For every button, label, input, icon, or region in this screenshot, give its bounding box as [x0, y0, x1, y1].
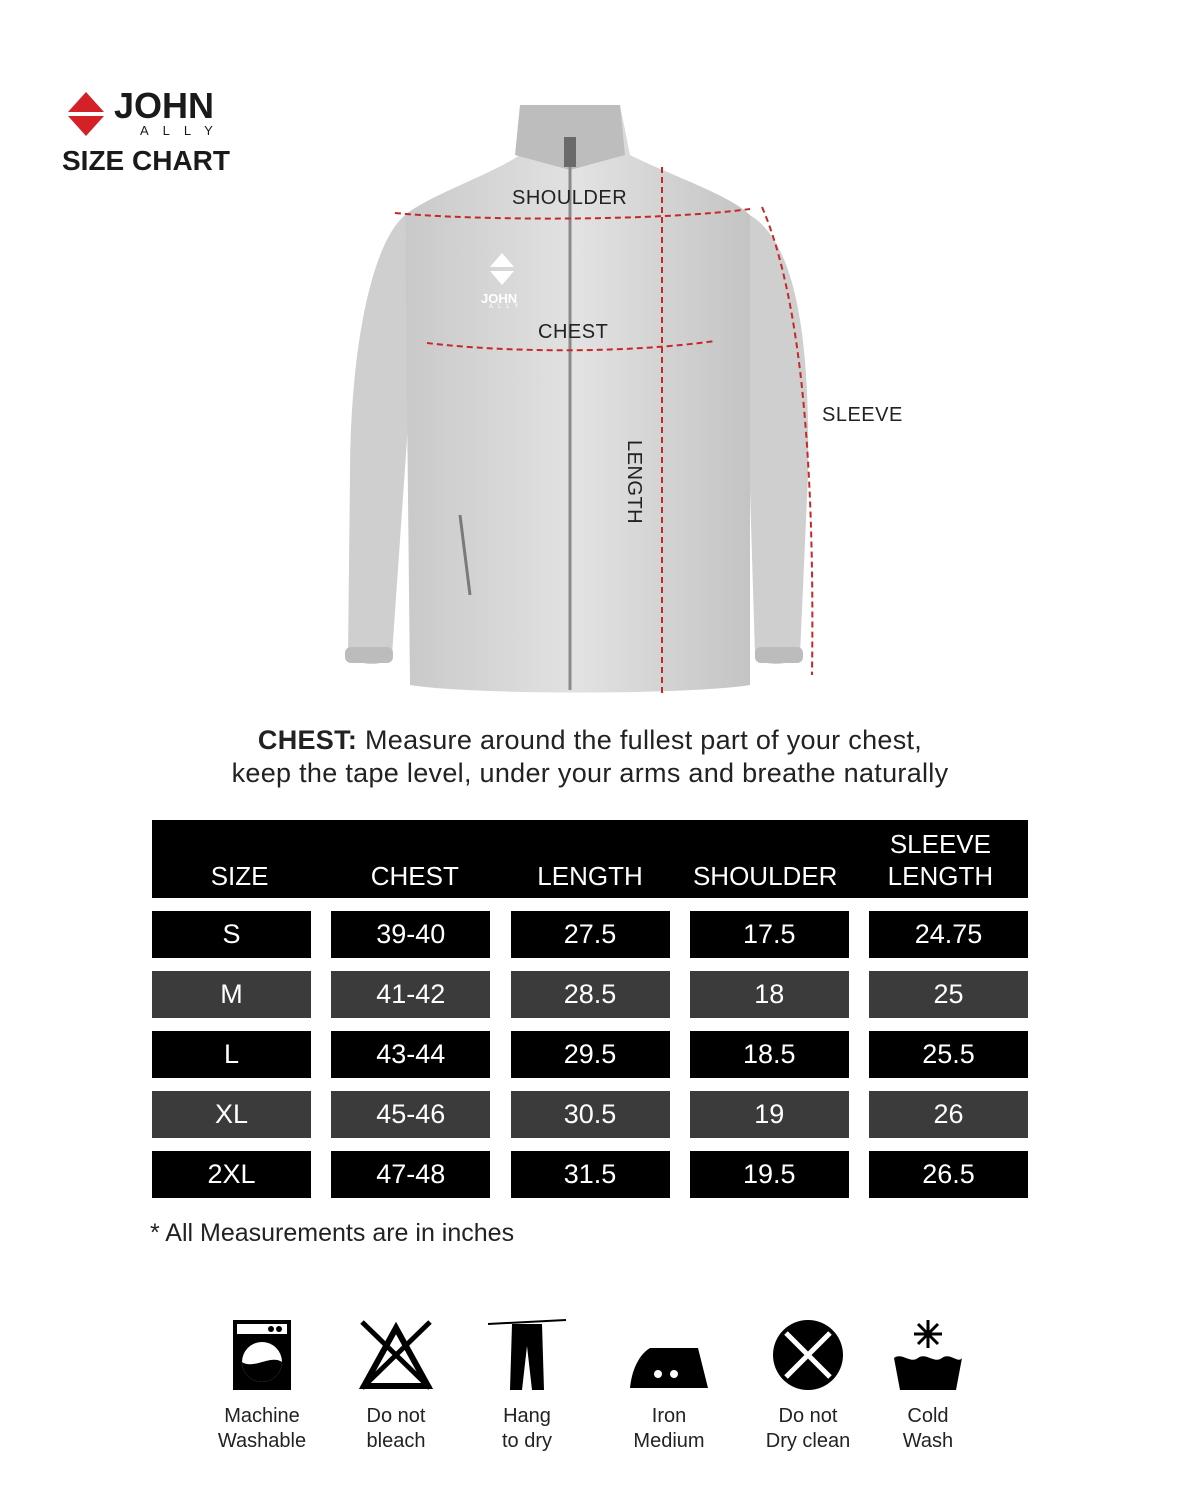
care-label-2: Wash	[902, 1430, 954, 1452]
hang-dry-icon	[486, 1318, 568, 1392]
instruction-bold: CHEST:	[257, 725, 358, 755]
table-cell: 18.5	[690, 1031, 849, 1078]
table-cell: 45-46	[331, 1091, 490, 1138]
table-cell: 31.5	[511, 1151, 670, 1198]
cold-wash-icon	[890, 1318, 966, 1392]
header-sleeve-length	[853, 820, 1028, 898]
no-dry-clean-icon	[770, 1318, 846, 1392]
table-cell: 18	[690, 971, 849, 1018]
table-cell: 25	[869, 971, 1028, 1018]
table-row	[152, 971, 1028, 1018]
measurement-note: * All Measurements are in inches	[150, 1219, 515, 1247]
care-label-1: Do not	[366, 1405, 426, 1427]
table-cell: XL	[152, 1091, 311, 1138]
care-label-1: Machine	[224, 1405, 300, 1427]
length-label: LENGTH	[623, 440, 645, 525]
brand-logo-icon	[62, 92, 110, 138]
brand-sub: ALLY	[140, 123, 227, 138]
table-cell: 19	[690, 1091, 849, 1138]
no-bleach-icon	[358, 1318, 434, 1392]
table-cell: 28.5	[511, 971, 670, 1018]
chest-instruction	[0, 724, 1180, 790]
care-hang-dry	[467, 1318, 587, 1454]
sleeve-label: SLEEVE	[822, 404, 903, 426]
care-label-1: Iron	[651, 1405, 687, 1427]
care-machine-washable	[202, 1318, 322, 1454]
table-cell: 43-44	[331, 1031, 490, 1078]
care-no-dry-clean	[748, 1318, 868, 1454]
care-label-1: Hang	[503, 1405, 551, 1427]
brand-name: JOHN	[114, 85, 215, 126]
table-cell: 17.5	[690, 911, 849, 958]
chest-logo-sub: ALLY	[489, 304, 524, 310]
care-label-1: Do not	[778, 1405, 838, 1427]
care-label-2: Dry clean	[765, 1430, 851, 1452]
table-row	[152, 911, 1028, 958]
table-cell: 27.5	[511, 911, 670, 958]
table-cell: 25.5	[869, 1031, 1028, 1078]
header-sleeve-bottom: LENGTH	[887, 861, 994, 891]
instruction-line2: keep the tape level, under your arms and breathe naturally	[231, 758, 949, 788]
table-header	[152, 820, 1028, 898]
instruction-line1: Measure around the fullest part of your chest,	[357, 725, 923, 755]
table-cell: 41-42	[331, 971, 490, 1018]
length-label-wrap	[622, 440, 648, 530]
care-label-2: bleach	[366, 1430, 426, 1452]
page-title: SIZE CHART	[62, 145, 230, 176]
table-cell: L	[152, 1031, 311, 1078]
header-chest: CHEST	[370, 861, 459, 891]
size-table	[152, 820, 1028, 1198]
table-row	[152, 1091, 1028, 1138]
table-row	[152, 1151, 1028, 1198]
iron-medium-icon	[628, 1318, 710, 1392]
care-no-bleach	[336, 1318, 456, 1454]
table-cell: M	[152, 971, 311, 1018]
header-sleeve-top: SLEEVE	[889, 829, 991, 859]
shoulder-label: SHOULDER	[512, 187, 628, 209]
chest-label: CHEST	[538, 321, 609, 343]
table-cell: 26.5	[869, 1151, 1028, 1198]
washing-machine-icon	[231, 1318, 293, 1392]
chest-logo-name: JOHN	[481, 291, 518, 306]
table-row	[152, 1031, 1028, 1078]
table-cell: 2XL	[152, 1151, 311, 1198]
header-size: SIZE	[210, 861, 269, 891]
care-cold-wash	[868, 1318, 988, 1454]
table-cell: 26	[869, 1091, 1028, 1138]
care-label-2: to dry	[501, 1430, 553, 1452]
table-cell: 29.5	[511, 1031, 670, 1078]
care-label-2: Medium	[633, 1430, 705, 1452]
table-cell: 39-40	[331, 911, 490, 958]
table-cell: 24.75	[869, 911, 1028, 958]
table-cell: 47-48	[331, 1151, 490, 1198]
header-length: LENGTH	[537, 861, 643, 891]
care-label-1: Cold	[907, 1405, 949, 1427]
table-cell: 30.5	[511, 1091, 670, 1138]
care-label-2: Washable	[217, 1430, 307, 1452]
table-cell: S	[152, 911, 311, 958]
care-iron-medium	[609, 1318, 729, 1454]
header-shoulder: SHOULDER	[692, 861, 838, 891]
table-cell: 19.5	[690, 1151, 849, 1198]
